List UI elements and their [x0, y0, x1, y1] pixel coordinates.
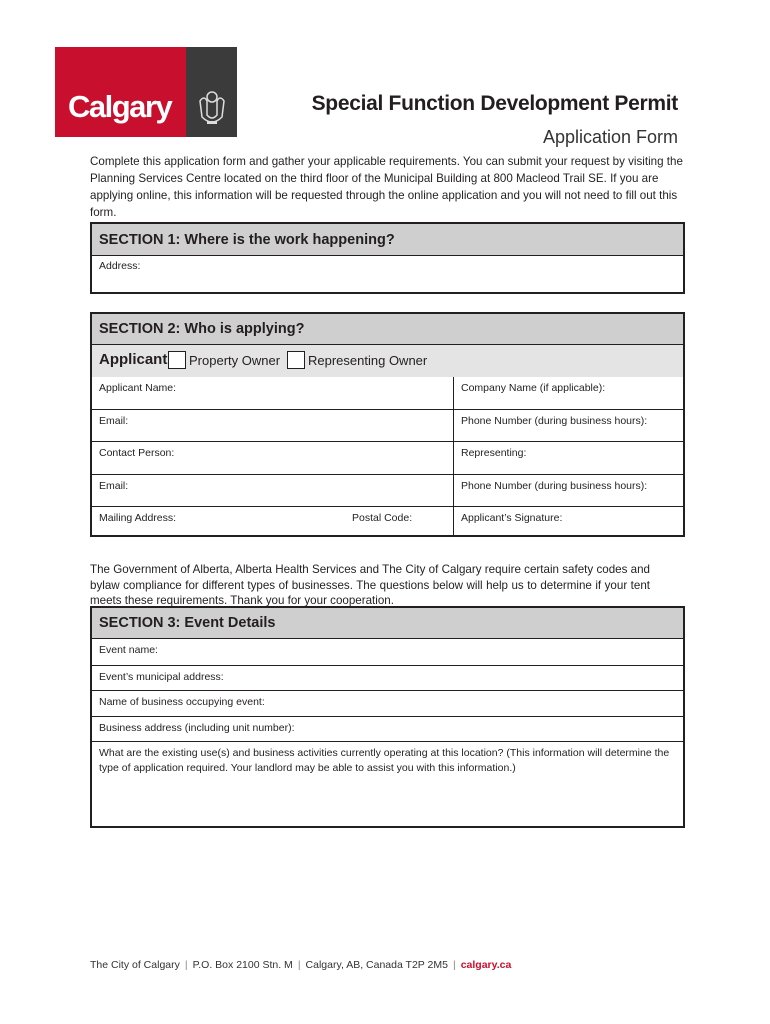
section-2	[90, 312, 685, 537]
row-contact-person	[92, 441, 683, 474]
section-2-heading: SECTION 2: Who is applying?	[92, 314, 683, 345]
representing-owner-checkbox[interactable]	[287, 351, 305, 369]
column-divider	[453, 475, 454, 506]
footer-divider: |	[297, 959, 301, 971]
company-name-field[interactable]: Company Name (if applicable):	[461, 382, 606, 394]
contact-person-field[interactable]: Contact Person:	[99, 447, 175, 459]
logo-wordmark: Calgary	[68, 89, 172, 124]
address-field[interactable]	[92, 256, 683, 292]
phone-field-1[interactable]: Phone Number (during business hours):	[461, 415, 648, 427]
page-title: Special Function Development Permit	[311, 92, 678, 115]
event-address-label: Event’s municipal address:	[99, 671, 224, 683]
column-divider	[453, 377, 454, 409]
business-address-row[interactable]	[92, 716, 683, 741]
column-divider	[453, 507, 454, 537]
event-name-row[interactable]	[92, 639, 683, 665]
safety-note: The Government of Alberta, Alberta Health Services and The City of Calgary require certain safety codes and bylaw compliance for different types of businesses. The questions below will help us to determine if your tent meets these requirements. Thank you for your cooperation.	[90, 563, 650, 607]
representing-field[interactable]: Representing:	[461, 447, 527, 459]
event-address-row[interactable]	[92, 665, 683, 690]
row-applicant-name	[92, 377, 683, 409]
footer-divider: |	[452, 959, 456, 971]
existing-use-row[interactable]	[92, 741, 683, 826]
footer-org: The City of Calgary	[90, 959, 180, 971]
existing-use-label: What are the existing use(s) and business activities currently operating at this location? (This information will determine the type of application required. Your landlord may be able to assist you with this information.)	[99, 747, 670, 774]
signature-field[interactable]: Applicant’s Signature:	[461, 512, 563, 524]
row-email-1	[92, 409, 683, 441]
section-1	[90, 222, 685, 294]
intro-paragraph: Complete this application form and gather your applicable requirements. You can submit your request by visiting the Planning Services Centre located on the third floor of the Municipal Building at 800 Macleod Trail SE. If you are applying online, this information will be requested through the online application and you will not need to fill out this form.	[90, 155, 683, 219]
business-address-label: Business address (including unit number):	[99, 722, 295, 734]
column-divider	[453, 442, 454, 474]
footer	[90, 959, 511, 971]
row-mailing-address	[92, 506, 683, 537]
calgary-logo	[55, 47, 186, 137]
applicant-type-bar	[92, 345, 683, 377]
footer-divider: |	[184, 959, 188, 971]
business-name-label: Name of business occupying event:	[99, 696, 265, 708]
property-owner-checkbox[interactable]	[168, 351, 186, 369]
city-crest-icon	[196, 87, 228, 127]
property-owner-label: Property Owner	[189, 353, 281, 368]
section-3-heading: SECTION 3: Event Details	[92, 608, 683, 639]
footer-pobox: P.O. Box 2100 Stn. M	[192, 959, 293, 971]
section-1-heading: SECTION 1: Where is the work happening?	[92, 224, 683, 256]
row-email-2	[92, 474, 683, 506]
applicant-name-field[interactable]: Applicant Name:	[99, 382, 177, 394]
business-name-row[interactable]	[92, 690, 683, 716]
applicant-label: Applicant	[99, 351, 168, 368]
representing-owner-label: Representing Owner	[308, 353, 428, 368]
address-label: Address:	[99, 260, 141, 272]
mailing-address-field[interactable]: Mailing Address:	[99, 512, 177, 524]
email-field-1[interactable]: Email:	[99, 415, 129, 427]
footer-website-link[interactable]: calgary.ca	[460, 959, 512, 971]
email-field-2[interactable]: Email:	[99, 480, 129, 492]
page-subtitle: Application Form	[542, 127, 678, 147]
postal-code-field[interactable]: Postal Code:	[352, 512, 413, 524]
phone-field-2[interactable]: Phone Number (during business hours):	[461, 480, 648, 492]
column-divider	[453, 410, 454, 441]
logo-emblem-panel	[186, 47, 237, 137]
section-3	[90, 606, 685, 828]
footer-city: Calgary, AB, Canada T2P 2M5	[305, 959, 448, 971]
event-name-label: Event name:	[99, 644, 158, 656]
